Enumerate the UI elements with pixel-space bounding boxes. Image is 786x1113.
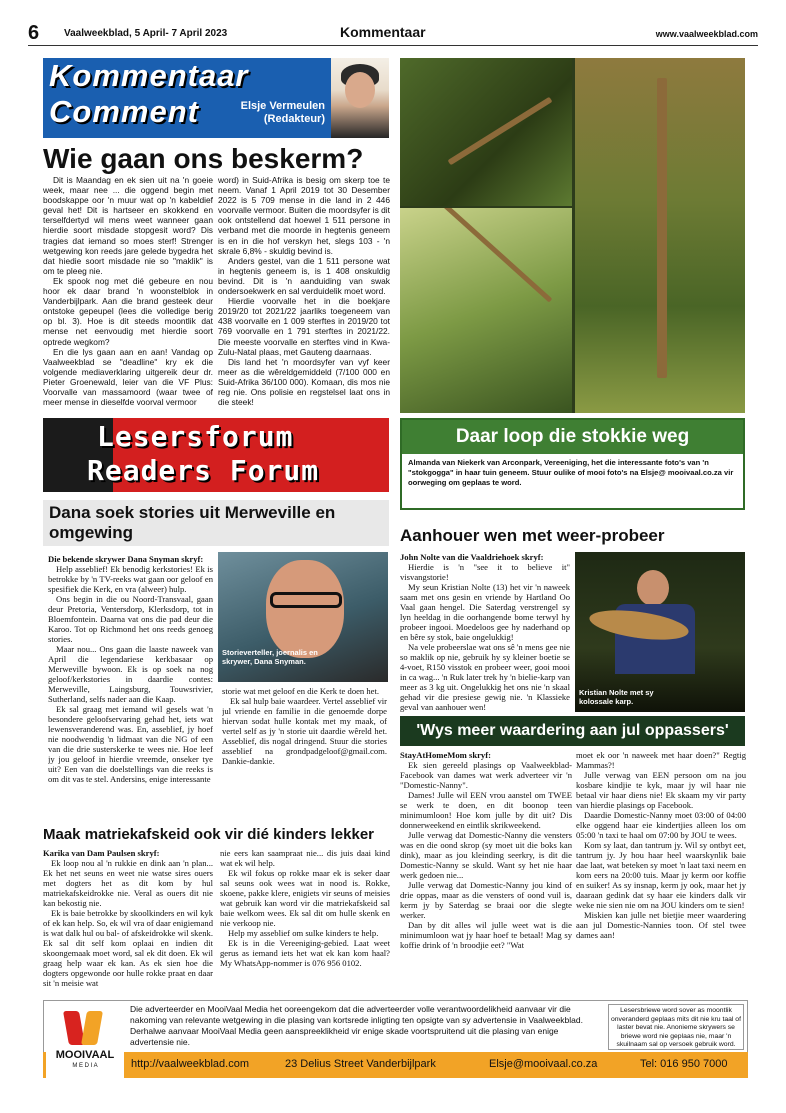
footer-email[interactable]: Elsje@mooivaal.co.za: [489, 1058, 598, 1070]
matriek-para: Ek is baie betrokke by skoolkinders en wil kyk of ek kan help. So, ek wil vra of daar enigiemand is wat dalk hul ou bal- of afskeidrokke wil skenk. Ek sal dit self kom oplaai en indien dit skoongemaak moet word, sal ek dit doen. Ek wil graag help waar ek kan. As ek sien hoe die dogters opgewonde oor hulle rokke praat en daar sit 'n meisie wat: [43, 908, 213, 988]
aanhouer-title: Aanhouer wen met weer-probeer: [400, 526, 665, 545]
editorial-para: Hierdie voorvalle het in die boekjare 2019/20 tot 2021/22 jaarliks toegeneem van 438 voorvalle en 1 009 sterftes in 2019/20 tot 769 voorvalle en 1 791 sterftes in 2021/22. Die meeste voorvalle en sterftes vind in Kwa-Zulu-Natal plaas, met Gauteng daarnaas.: [218, 296, 390, 357]
oppassers-para: Kom sy laat, dan tantrum jy. Wil sy ontbyt eet, tantrum jy. Jy hou haar heel waarskynlik baie dae laat, wat beteken sy moet 'n laat taxi neem en kom eers na 20:00 tuis. Maar jy kerm oor koffie en suiker! As sy insnap, kerm jy ook, maar het jy daaraan gedink dat sy haar eie kinders dalk vir weke nie sien nie om na JOU kinders om te sien!: [576, 840, 746, 910]
oppassers-para: Julle verwag van EEN persoon om na jou kosbare kindjie te kyk, maar jy wil haar nie betaal vir haar diens nie! Ek skaam my vir party van hierdie plasings op Facebook.: [576, 770, 746, 810]
logo-mark-icon: [66, 1007, 102, 1045]
dana-byline: Die bekende skrywer Dana Snyman skryf:: [48, 554, 204, 564]
dana-title: Dana soek stories uit Merweville en omgewing: [43, 500, 389, 546]
fishing-photo: [575, 552, 745, 712]
aanhouer-byline: John Nolte van die Vaaldriehoek skryf:: [400, 552, 544, 562]
footer-url[interactable]: http://vaalweekblad.com: [131, 1058, 250, 1070]
banner-author: [233, 100, 325, 126]
editorial-col-1: [43, 175, 213, 410]
stick-photo-2: [400, 208, 572, 413]
oppassers-para: Dames! Julle wil EEN vrou aanstel om TWEE se werk te doen, en dit boonop teen minimumloon! Hoe kom julle by dit uit? Dis donnerweekend en eintlik skrikweekend.: [400, 790, 572, 830]
logo-name: MOOIVAAL: [55, 1049, 115, 1061]
editorial-para: En die lys gaan aan en aan! Vandag op Vaalweekblad se "deadline" kry ek die volgende mediaverklaring uitgereik deur dr. Pieter Groenewald, leier van die VF Plus: Voorvalle van massamoord (waar twee of meer mense in dieselfde voorval vermoor: [43, 346, 213, 408]
dana-col-1: [48, 554, 213, 816]
stick-insect-body: [438, 208, 553, 303]
forum-title-afr: Lesersforum: [97, 420, 294, 453]
oppassers-para: Miskien kan julle net bietjie meer waardering aan jul Domestic-Nannies toon. Of stel twee dames aan!: [576, 910, 746, 940]
dana-para: Maar nou... Ons gaan die laaste naweek van April die legendariese kerkbasaar op Merweville bywoon. Ek is op soek na nog geloof/kerkstories in daardie contes: Merweville, Laingsburg, Touwsrivier, Sutherland, selfs nader aan die Kaap.: [48, 644, 213, 704]
dana-para: Ek sal hulp baie waardeer. Vertel asseblief vir jul vriende en familie in die genoemde dorpe hiervan sodat hulle kontak met my maak, of vertel self as jy 'n storie uit daardie wêreld het. Asseblief, dis nogal dringend. Stuur die stories asseblief na grondpadgeloof@gmail.com. Dankie-dankie.: [222, 696, 387, 766]
oppassers-para: Ek sien gereeld plasings op Vaalweekblad-Facebook van dames wat werk adverteer vir 'n "Domestic-Nanny".: [400, 760, 572, 790]
page-number: 6: [28, 22, 40, 44]
matriek-para: Ek loop nou al 'n rukkie en dink aan 'n plan... Ek het net seuns en weet nie watse sires ouers met dogters het as dit kom by hul matriekafskeidrokke nie. Veral as ouers dit nie kan bekostig nie.: [43, 858, 213, 908]
oppassers-para: moet ek oor 'n naweek met haar doen?" Regtig Mammas?!: [576, 750, 746, 770]
stick-insect-photos: [400, 58, 745, 413]
stick-insect-headline: Daar loop die stokkie weg: [402, 420, 743, 454]
author-name: Elsje Vermeulen: [240, 100, 325, 112]
oppassers-para: Daardie Domestic-Nanny moet 03:00 of 04:00 elke oggend haar eie kindertjies alleen los om 05:00 'n taxi te haal om 07:00 by JOU te wees.: [576, 810, 746, 840]
matriek-para: Help my asseblief om sulke kinders te help.: [228, 928, 379, 938]
fishing-photo-caption: Kristian Nolte met sy kolossale karp.: [579, 688, 654, 706]
footer-contact-bar: [43, 1052, 748, 1078]
author-role: (Redakteur): [263, 113, 325, 125]
stick-photo-1: [400, 58, 572, 206]
editorial-para: word) in Suid-Afrika is besig om skerp toe te neem. Vanaf 1 April 2019 tot 30 Desember 2022 is 5 709 mense in die land in 2 446 voorvalle vermoor. Buiten die moordsyfer is dit ook ontstellend dat hoewel 1 511 persone in verband met die moorde in hegtenis geneem is en in die hof verskyn het, slegs 103 - 'n skrale 6,8% - skuldig bevind is.: [218, 175, 390, 256]
dana-para: storie wat met geloof en die Kerk te doen het.: [222, 686, 380, 696]
oppassers-col-1: [400, 750, 572, 994]
matriek-para: Ek is in die Vereeniging-gebied. Laat weet gerus as iemand iets het wat ek kan kom haal? My WhatsApp-nommer is 076 956 0102.: [220, 938, 390, 968]
oppassers-byline: StayAtHomeMom skryf:: [400, 750, 491, 760]
stick-insect-caption: Almanda van Niekerk van Arconpark, Vereeniging, het die interessante foto's van 'n "stokgogga" in haar tuin geneem. Stuur oulike of mooi foto's na Elsje@ mooivaal.co.za vir oorweging om geplaas te word.: [408, 458, 734, 487]
stick-photo-3: [575, 58, 745, 413]
editor-photo: [331, 58, 389, 138]
editorial-para: Dit is Maandag en ek sien uit na 'n goeie week, maar nee ... die oggend begin met boodskappe oor 'n muur wat op 'n kabeldief geval het! Dit is hartseer en skokkend en terselfdertyd wil mens weet wanneer gaan hierdie soort misdade stopgesit word? Dis tragies dat iemand so moes sterf! Strenger wetgewing kon reeds jare gelede bygedra het dat hiedie soort misdade nie so "maklik" is om te pleeg nie.: [43, 175, 213, 276]
editor-face: [345, 72, 375, 108]
oppassers-headline: 'Wys meer waardering aan jul oppassers': [400, 716, 745, 746]
dana-glasses: [270, 592, 342, 608]
footer-tel: Tel: 016 950 7000: [640, 1058, 728, 1070]
logo-sub: M E D I A: [72, 1063, 98, 1069]
matriek-title: Maak matriekafskeid ook vir dié kinders lekker: [43, 826, 375, 843]
dana-para: Help asseblief! Ek benodig kerkstories! Ek is betrokke by 'n TV-reeks wat gaan oor geloof en spesifiek die Kerk, en vra (alweer) hulp.: [48, 564, 213, 594]
editorial-title: Wie gaan ons beskerm?: [43, 143, 364, 174]
issue-date: Vaalweekblad, 5 April- 7 April 2023: [64, 28, 228, 39]
dana-col-2: [222, 686, 387, 816]
dana-para: Ek sal graag met iemand wil gesels wat 'n besondere geloofservaring gehad het, iets wat lewensveranderend was. En, asseblief, jy hoef nie noodwendig 'n lidmaat van die NG of een van die drie susterskerke te wees nie. Hoe leef jy jou geloof in hierdie vreemde, onseker tye uit? Een van die doelstellings van die reeks is om dit vas te stel. Andersins, enige interessante: [48, 704, 213, 784]
letters-note: Lesersbriewe word sover as moontlik onveranderd geplaas mits dit nie kru taal of laster bevat nie. Anonieme skrywers se briewe word nie geplaas nie, maar 'n skuilnaam sal op versoek gebruik word.: [608, 1004, 744, 1050]
readers-forum-banner: [43, 418, 389, 492]
aanhouer-para: Na vele probeerslae wat ons sê 'n mens gee nie so maklik op nie, gebruik hy sy kleiner boetie se 4-voet, R150 visstok en probeer weer, gooi mooi in ca wag... 'n Ruk later trek hy 'n bielie-karp van meer as 3 kg uit. Ongelukkig het ons nie 'n skaal gehad vir die presiese gewig nie. 'n Klassieke geval van aanhouer wen!: [400, 642, 570, 712]
stick-insect-body: [448, 97, 553, 166]
website-link[interactable]: www.vaalweekblad.com: [655, 29, 758, 39]
dana-para: Ons begin in die ou Noord-Transvaal, gaan deur Pretoria, Ventersdorp, Klerksdorp, tot in Bloemfontein. Daarna vat ons die pad deur die Karoo. Tot op Richmond het ons reeds genoeg stories.: [48, 594, 213, 644]
mooivaal-logo: [46, 1003, 124, 1078]
section-title: Kommentaar: [340, 24, 426, 40]
footer-disclaimer: Die adverteerder en MooiVaal Media het ooreengekom dat die adverteerder volle verantwoordelikheid aanvaar vir die nakoming van relevante wetgewing in die plasing van kortsrede inligting ten opsigte van sy advertensie in Vaalweekblad. Derhalwe aanvaar MooiVaal Media geen aanspreeklikheid vir enige skade voortspruitend uit die plasing van enige advertensie nie.: [130, 1004, 583, 1047]
editorial-col-2: [218, 175, 390, 410]
stick-insect-body: [657, 78, 667, 378]
comment-banner: [43, 58, 389, 138]
editorial-para: Dis land het 'n moordsyfer van vyf keer meer as die wêreldgemiddeld (7/100 000 en Suid-Afrika 36/100 000). Komaan, dis mos nie reg nie. Ons polisie en regstelsel laat ons in die steek!: [218, 356, 390, 408]
matriek-col-1: [43, 848, 213, 994]
oppassers-col-2: [576, 750, 746, 994]
oppassers-para: Dan by dit alles wil julle weet wat is die minimumloon wat jy haar hoef te betaal! Mag sy koffie drink of 'n broodjie eet? "Wat: [400, 920, 572, 950]
banner-kommentaar: Kommentaar: [49, 58, 249, 93]
matriek-para: nie eers kan saampraat nie... dis juis daai kind wat ek wil help.: [220, 848, 390, 868]
aanhouer-para: Hierdie is 'n "see it to believe it" visvangstorie!: [400, 562, 570, 582]
oppassers-para: Julle verwag dat Domestic-Nanny die vensters was en die oond skrop (sy moet uit die boks kan dink), maar as jou kleinding seerkry, is dit die Domestic-Nanny se skuld. Want sy het nie haar werk gedoen nie...: [400, 830, 572, 880]
aanhouer-para: My seun Kristian Nolte (13) het vir 'n naweek saam met ons gesin en vriende by Hartland Oo Vaal gaan hengel. Die Saterdag verstrengel sy lyn heeldag in die oorhangende bome terwyl hy probeer ingooi. Moedeloos gee hy naderhand op en bêre sy stok, baie ongelukkig!: [400, 582, 570, 642]
matriek-byline: Karika van Dam Paulsen skryf:: [43, 848, 160, 858]
banner-comment: Comment: [49, 94, 199, 129]
oppassers-para: Julle verwag dat Domestic-Nanny jou kind of drie oppas, maar as die vensters of oond vuil is, kerm jy by Saterdag se braai oor die slegte werker.: [400, 880, 572, 920]
matriek-col-2: [220, 848, 390, 994]
stick-insect-caption-box: [400, 418, 745, 510]
footer-address: 23 Delius Street Vanderbijlpark: [285, 1058, 436, 1070]
editorial-para: Anders gestel, van die 1 511 persone wat in hegtenis geneem is, is 1 408 onskuldig bevind. Dit is 'n aanduiding van swak ondersoekwerk en sal verduidelik moet word.: [218, 255, 390, 297]
forum-title-eng: Readers Forum: [87, 454, 320, 487]
boy-face: [637, 570, 669, 606]
aanhouer-text: [400, 552, 570, 714]
page-header: [28, 22, 758, 46]
dana-photo-caption: Storieverteller, joernalis en skrywer, Dana Snyman.: [222, 648, 318, 666]
matriek-para: Ek wil fokus op rokke maar ek is seker daar sal seuns ook wees wat in nood is. Rokke, skoene, pakke klere, enigiets vir seuns of meisies wat gebruik kan word vir die matriekafskeid sal baie welkom wees. Ek sal dit om hulle skenk en nie verkoop nie.: [220, 868, 390, 928]
dana-face: [266, 560, 344, 658]
editorial-para: Ek spook nog met dié gebeure en nou hoor ek daar brand 'n woonstelblok in Vanderbijlpark. Aan die brand gesteek deur ontstoke gepeupel (lees die volledige berig op bl. 3). Hoe is dit steeds moontlik dat mense net eenvoudig met hierdie soort optrede wegkom?: [43, 275, 213, 347]
dana-photo: [218, 552, 388, 682]
